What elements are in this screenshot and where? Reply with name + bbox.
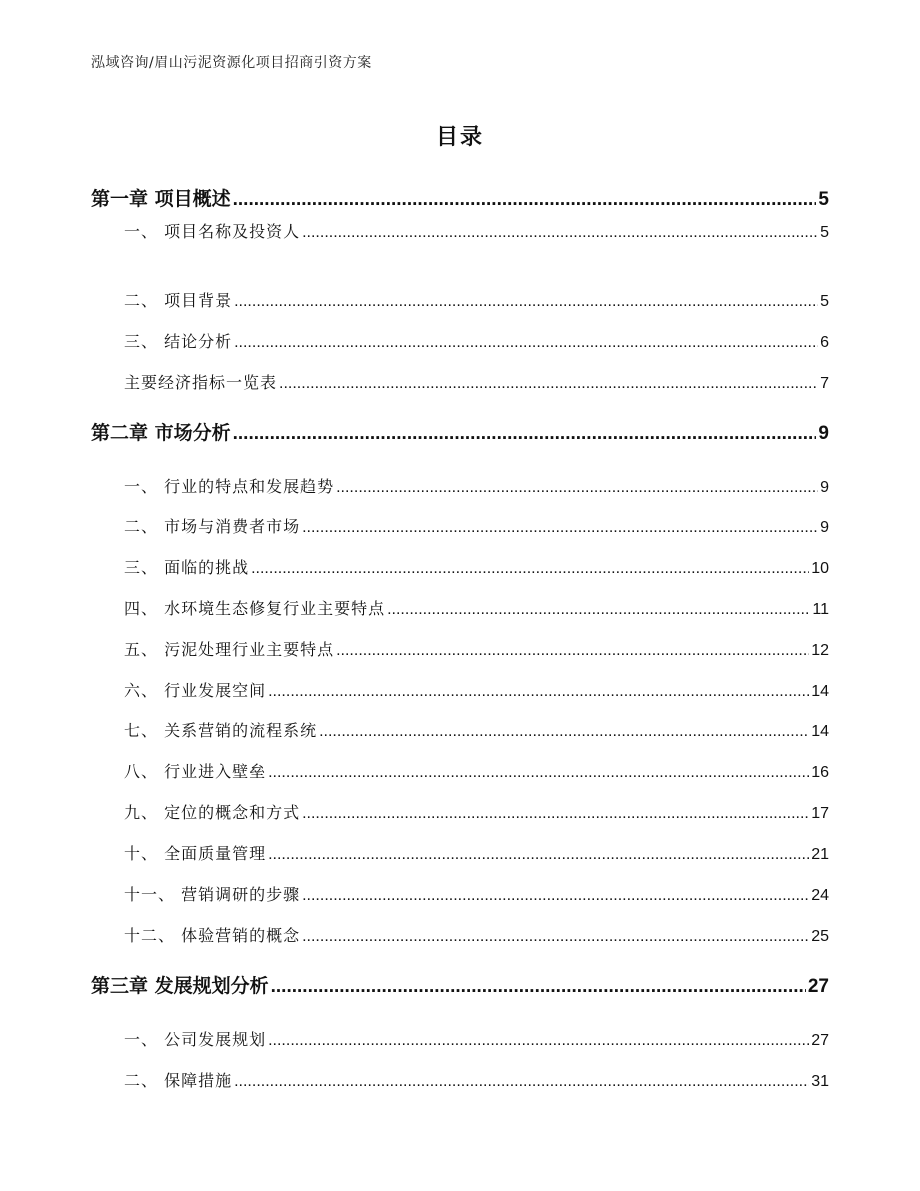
dot-leader <box>302 805 809 823</box>
toc-chapter-2[interactable] <box>91 418 829 445</box>
dot-leader <box>234 1073 809 1091</box>
toc-item-2-11[interactable] <box>91 882 829 905</box>
toc-item-1-table[interactable] <box>91 370 829 393</box>
toc-entry-page: 5 <box>818 189 829 210</box>
toc-entry-page: 27 <box>807 976 829 997</box>
dot-leader <box>271 976 806 998</box>
toc-entry-page: 9 <box>820 479 829 496</box>
toc-entry-label: 三、 面临的挑战 <box>124 558 250 577</box>
toc-entry-label: 第一章 项目概述 <box>91 188 231 210</box>
toc-entry-page: 9 <box>818 423 829 444</box>
dot-leader <box>234 293 818 311</box>
table-of-contents <box>91 0 829 1191</box>
toc-item-2-7[interactable] <box>91 718 829 741</box>
toc-entry-page: 25 <box>811 928 829 945</box>
toc-item-2-6[interactable] <box>91 678 829 701</box>
dot-leader <box>251 560 809 578</box>
toc-entry-label: 二、 保障措施 <box>124 1071 233 1090</box>
toc-entry-label: 四、 水环境生态修复行业主要特点 <box>124 599 386 618</box>
toc-item-3-2[interactable] <box>91 1068 829 1091</box>
toc-chapter-3[interactable] <box>91 971 829 998</box>
toc-entry-page: 21 <box>811 846 829 863</box>
toc-entry-label: 八、 行业进入壁垒 <box>124 762 267 781</box>
dot-leader <box>387 601 810 619</box>
dot-leader <box>302 928 809 946</box>
toc-item-2-10[interactable] <box>91 841 829 864</box>
toc-entry-page: 7 <box>820 375 829 392</box>
toc-entry-page: 6 <box>820 334 829 351</box>
toc-entry-label: 二、 市场与消费者市场 <box>124 517 301 536</box>
dot-leader <box>302 887 809 905</box>
dot-leader <box>336 642 809 660</box>
toc-entry-page: 31 <box>811 1073 829 1090</box>
toc-item-2-3[interactable] <box>91 555 829 578</box>
toc-item-1-1[interactable] <box>91 219 829 242</box>
dot-leader <box>268 1032 809 1050</box>
toc-item-2-1[interactable] <box>91 474 829 497</box>
dot-leader <box>302 224 818 242</box>
toc-item-3-1[interactable] <box>91 1027 829 1050</box>
toc-entry-page: 12 <box>811 642 829 659</box>
toc-entry-page: 11 <box>812 601 829 618</box>
toc-chapter-1[interactable] <box>91 184 829 211</box>
toc-entry-label: 第三章 发展规划分析 <box>91 975 269 997</box>
toc-item-2-12[interactable] <box>91 923 829 946</box>
dot-leader <box>233 189 817 211</box>
toc-entry-page: 27 <box>811 1032 829 1049</box>
toc-entry-label: 一、 公司发展规划 <box>124 1030 267 1049</box>
toc-entry-label: 二、 项目背景 <box>124 291 233 310</box>
toc-item-2-4[interactable] <box>91 596 829 619</box>
dot-leader <box>336 479 818 497</box>
toc-title: 目录 <box>435 125 484 150</box>
toc-entry-page: 16 <box>811 764 829 781</box>
toc-entry-page: 5 <box>820 224 829 241</box>
toc-entry-label: 六、 行业发展空间 <box>124 681 267 700</box>
toc-entry-label: 九、 定位的概念和方式 <box>124 803 301 822</box>
toc-entry-label: 主要经济指标一览表 <box>124 373 278 392</box>
toc-entry-page: 14 <box>811 723 829 740</box>
dot-leader <box>268 683 809 701</box>
toc-entry-label: 十一、 营销调研的步骤 <box>124 885 301 904</box>
toc-entry-label: 一、 项目名称及投资人 <box>124 222 301 241</box>
dot-leader <box>302 519 818 537</box>
toc-item-2-8[interactable] <box>91 759 829 782</box>
toc-entry-page: 10 <box>811 560 829 577</box>
dot-leader <box>279 375 818 393</box>
dot-leader <box>268 846 809 864</box>
dot-leader <box>319 723 809 741</box>
toc-entry-label: 十二、 体验营销的概念 <box>124 926 301 945</box>
toc-entry-label: 七、 关系营销的流程系统 <box>124 721 318 740</box>
toc-entry-page: 5 <box>820 293 829 310</box>
toc-entry-page: 14 <box>811 683 829 700</box>
toc-entry-label: 一、 行业的特点和发展趋势 <box>124 477 335 496</box>
toc-item-2-5[interactable] <box>91 637 829 660</box>
toc-entry-page: 24 <box>811 887 829 904</box>
document-header: 泓域咨询/眉山污泥资源化项目招商引资方案 <box>91 55 372 71</box>
toc-item-1-2[interactable] <box>91 288 829 311</box>
toc-entry-label: 第二章 市场分析 <box>91 422 231 444</box>
toc-entry-label: 十、 全面质量管理 <box>124 844 267 863</box>
toc-entry-page: 9 <box>820 519 829 536</box>
dot-leader <box>233 423 817 445</box>
toc-item-1-3[interactable] <box>91 329 829 352</box>
toc-entry-label: 三、 结论分析 <box>124 332 233 351</box>
dot-leader <box>234 334 818 352</box>
dot-leader <box>268 764 809 782</box>
toc-entry-label: 五、 污泥处理行业主要特点 <box>124 640 335 659</box>
toc-item-2-2[interactable] <box>91 514 829 537</box>
toc-entry-page: 17 <box>811 805 829 822</box>
toc-item-2-9[interactable] <box>91 800 829 823</box>
